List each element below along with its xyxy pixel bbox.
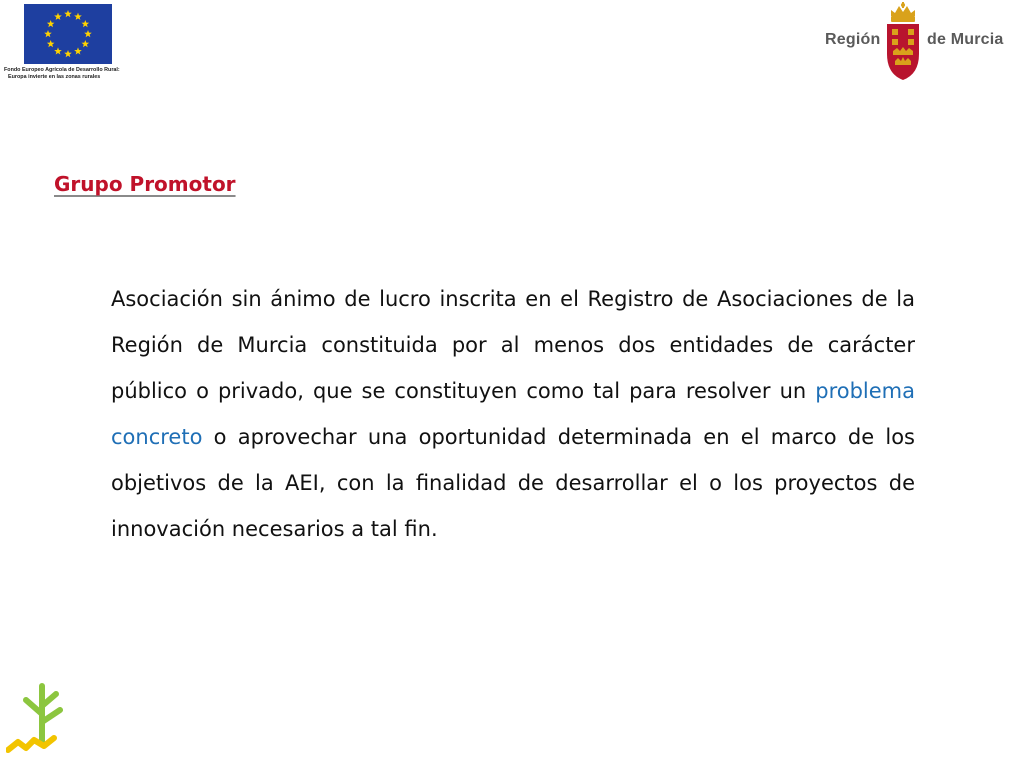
eu-star-icon: [64, 50, 72, 57]
eu-star-icon: [82, 20, 90, 27]
eu-star-icon: [54, 47, 62, 54]
eu-caption-line2: Europa invierte en las zonas rurales: [8, 73, 101, 80]
eu-star-icon: [47, 20, 55, 27]
eu-feader-logo: [4, 4, 138, 84]
eu-star-icon: [84, 30, 92, 37]
eu-star-icon: [74, 47, 82, 54]
eu-flag-icon: [24, 4, 112, 64]
sprout-icon: [6, 682, 64, 758]
eu-star-icon: [64, 10, 72, 17]
eu-star-icon: [74, 13, 82, 20]
section-title: Grupo Promotor: [54, 172, 236, 196]
body-paragraph: [111, 276, 915, 552]
region-de-murcia-logo: [822, 2, 1006, 82]
eu-star-icon: [44, 30, 52, 37]
eu-star-icon: [47, 40, 55, 47]
region-logo-text-right: de Murcia: [927, 31, 1004, 48]
eu-caption-line1: Fondo Europeo Agrícola de Desarrollo Rural:: [4, 67, 120, 73]
highlighted-term: problema concreto: [111, 379, 915, 449]
murcia-coat-of-arms-icon: [883, 2, 923, 82]
paragraph-text-before: Asociación sin ánimo de lucro inscrita en el Registro de Asociaciones de la Región de Murcia constituida por al menos dos entidades de carácter público o privado, que se constituyen como tal para resolver un: [111, 287, 915, 403]
eu-star-icon: [82, 40, 90, 47]
eu-star-icon: [54, 13, 62, 20]
region-logo-text-left: Región: [825, 31, 881, 48]
paragraph-text-after: o aprovechar una oportunidad determinada en el marco de los objetivos de la AEI, con la finalidad de desarrollar el o los proyectos de innovación necesarios a tal fin.: [111, 425, 915, 541]
eu-logo-caption: [4, 67, 138, 80]
